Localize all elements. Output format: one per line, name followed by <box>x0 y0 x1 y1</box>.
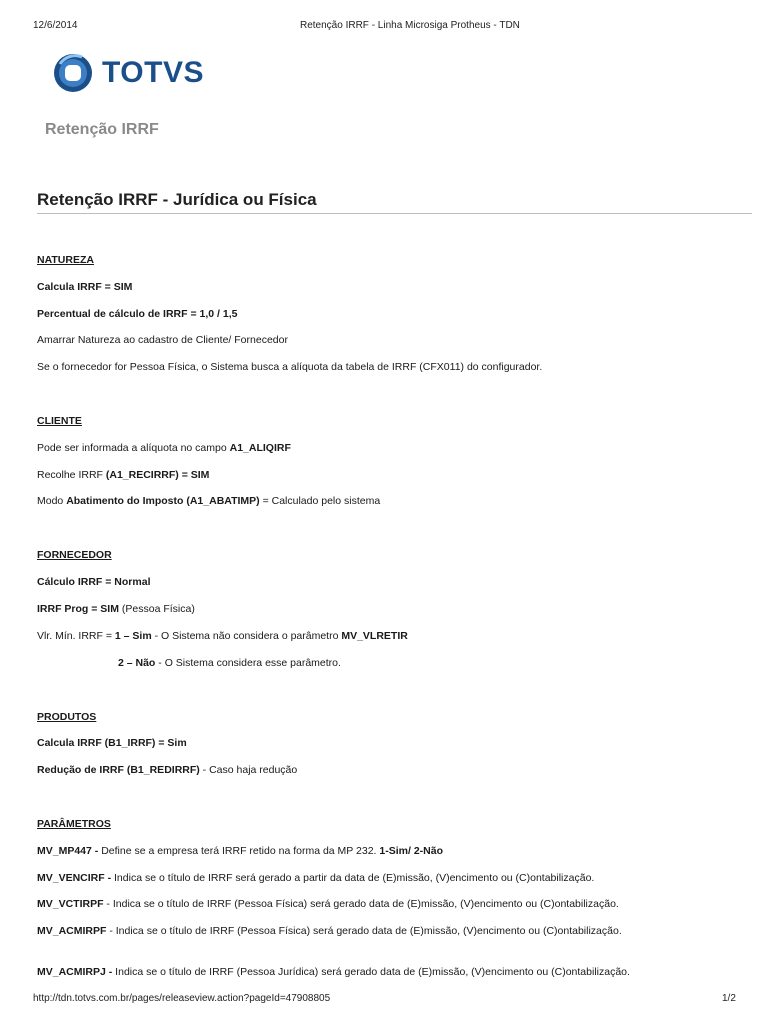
fornecedor-vlr-min-nao: 2 – Não - O Sistema considera esse parâmetro. <box>118 657 341 669</box>
totvs-logo <box>52 52 204 94</box>
parametros-heading: PARÂMETROS <box>37 818 111 830</box>
param-mv-acmirpf: MV_ACMIRPF - Indica se o título de IRRF (Pessoa Física) será gerado data de (E)missão, (V)encimento ou (C)ontabilização. <box>37 925 622 937</box>
produtos-heading: PRODUTOS <box>37 711 97 723</box>
param-mv-mp447: MV_MP447 - Define se a empresa terá IRRF retido na forma da MP 232. 1-Sim/ 2-Não <box>37 845 443 857</box>
fornecedor-irrf-prog: IRRF Prog = SIM (Pessoa Física) <box>37 603 195 615</box>
natureza-amarrar: Amarrar Natureza ao cadastro de Cliente/ Fornecedor <box>37 334 288 346</box>
title-divider <box>37 213 752 214</box>
cliente-aliquota: Pode ser informada a alíquota no campo A1_ALIQIRF <box>37 442 291 454</box>
print-header-title: Retenção IRRF - Linha Microsiga Protheus - TDN <box>300 20 520 31</box>
produtos-reducao: Redução de IRRF (B1_REDIRRF) - Caso haja redução <box>37 764 298 776</box>
fornecedor-heading: FORNECEDOR <box>37 549 112 561</box>
fornecedor-calculo: Cálculo IRRF = Normal <box>37 576 151 588</box>
cliente-modo: Modo Abatimento do Imposto (A1_ABATIMP) = Calculado pelo sistema <box>37 495 381 507</box>
natureza-calcula: Calcula IRRF = SIM <box>37 281 133 293</box>
page-title: Retenção IRRF <box>45 121 159 138</box>
produtos-calcula: Calcula IRRF (B1_IRRF) = Sim <box>37 737 187 749</box>
print-page-number: 1/2 <box>722 993 736 1004</box>
param-mv-acmirpj: MV_ACMIRPJ - Indica se o título de IRRF (Pessoa Jurídica) será gerado data de (E)missão, (V)encimento ou (C)ontabilização. <box>37 966 630 978</box>
document-title: Retenção IRRF - Jurídica ou Física <box>37 190 317 209</box>
param-mv-vctirpf: MV_VCTIRPF - Indica se o título de IRRF (Pessoa Física) será gerado data de (E)missão, (V)encimento ou (C)ontabilização. <box>37 898 619 910</box>
totvs-logo-icon <box>52 52 94 94</box>
param-mv-vencirf: MV_VENCIRF - Indica se o título de IRRF será gerado a partir da data de (E)missão, (V)encimento ou (C)ontabilização. <box>37 872 595 884</box>
fornecedor-vlr-min: Vlr. Mín. IRRF = 1 – Sim - O Sistema não considera o parâmetro MV_VLRETIR <box>37 630 408 642</box>
print-footer-url: http://tdn.totvs.com.br/pages/releaseview.action?pageId=47908805 <box>33 993 331 1004</box>
print-date: 12/6/2014 <box>33 20 78 31</box>
natureza-se-fornecedor: Se o fornecedor for Pessoa Física, o Sistema busca a alíquota da tabela de IRRF (CFX011) do configurador. <box>37 361 543 373</box>
natureza-heading: NATUREZA <box>37 254 94 266</box>
logo-text: TOTVS <box>102 56 204 89</box>
cliente-recolhe: Recolhe IRRF (A1_RECIRRF) = SIM <box>37 469 210 481</box>
natureza-percentual: Percentual de cálculo de IRRF = 1,0 / 1,5 <box>37 308 238 320</box>
cliente-heading: CLIENTE <box>37 415 82 427</box>
